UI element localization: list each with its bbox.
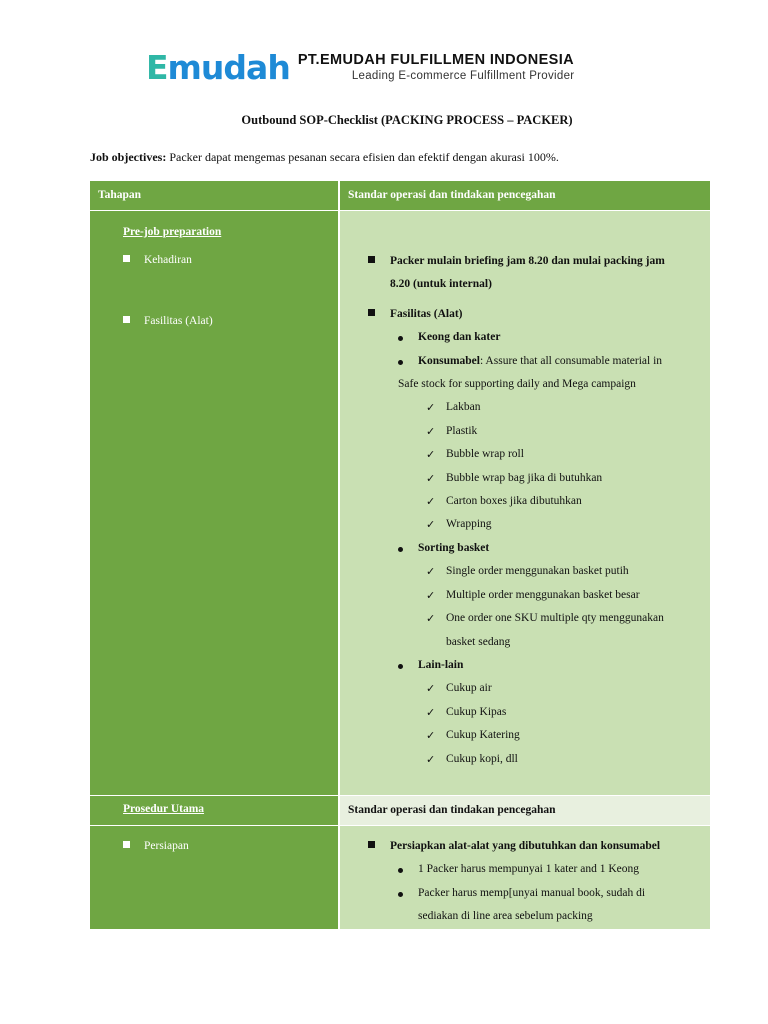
- square-bullet-icon: [368, 256, 375, 263]
- briefing-item: Packer mulain briefing jam 8.20 dan mulai packing jam: [340, 250, 710, 273]
- check-icon: ✓: [426, 705, 436, 719]
- fasilitas-item: Fasilitas (Alat): [340, 303, 710, 326]
- dot-bullet-icon: [398, 892, 403, 897]
- check-icon: ✓: [426, 424, 436, 438]
- sop-table: [90, 181, 710, 929]
- company-info: [298, 52, 575, 82]
- prosedur-header-cell: Standar operasi dan tindakan pencegahan: [339, 796, 710, 825]
- dot-bullet-icon: [398, 336, 403, 341]
- check-icon: ✓: [426, 729, 436, 743]
- persiapkan-item: Persiapkan alat-alat yang dibutuhkan dan konsumabel: [340, 835, 710, 858]
- list-item: ✓ Bubble wrap bag jika di butuhkan: [340, 467, 710, 490]
- prosedur-right: Persiapkan alat-alat yang dibutuhkan dan konsumabel 1 Packer harus mempunyai 1 kater and 1 Keong Packer harus memp[unyai manual book, sudah di sediakan di line area sebelum packing: [339, 826, 710, 929]
- square-bullet-icon: [123, 316, 130, 323]
- check-icon: ✓: [426, 588, 436, 602]
- list-item: ✓ Carton boxes jika dibutuhkan: [340, 490, 710, 513]
- header-standar: Standar operasi dan tindakan pencegahan: [339, 181, 710, 210]
- item-persiapan: Persiapan: [90, 826, 338, 858]
- sorting-item: Sorting basket: [340, 537, 710, 560]
- dot-bullet-icon: [398, 664, 403, 669]
- job-objectives: [90, 150, 559, 165]
- prosedur-left: [90, 826, 339, 929]
- section-prosedur-header-row: [90, 796, 710, 825]
- prejob-title: Pre-job preparation: [123, 226, 222, 238]
- square-bullet-icon: [368, 309, 375, 316]
- prejob-right: Packer mulain briefing jam 8.20 dan mulai packing jam 8.20 (untuk internal) Fasilitas (Alat) Keong dan kater Konsumabel: Assure that all consumable material in Safe stock for supporting daily and Mega campaign ✓ Lakban ✓ Plastik ✓ Bubble wrap roll ✓ Bubble wrap bag jika di butuhkan ✓ Carton boxes jika dibutuhkan ✓ Wrapping Sorting basket ✓ Single order menggunakan basket putih ✓ Multiple order menggunakan basket besar ✓ One order one SKU multiple qty menggunakan basket sedang Lain-lain ✓ Cukup air ✓ Cukup Kipas ✓ Cukup Katering ✓ Cukup kopi, dll: [339, 211, 710, 795]
- list-item: Packer harus memp[unyai manual book, sudah di: [340, 882, 710, 905]
- list-item: ✓ Cukup Katering: [340, 724, 710, 747]
- company-tagline: Leading E-commerce Fulfillment Provider: [351, 70, 575, 82]
- header-tahapan: Tahapan: [90, 181, 339, 210]
- check-icon: ✓: [426, 752, 436, 766]
- list-item: ✓ One order one SKU multiple qty menggunakan: [340, 607, 710, 630]
- dot-bullet-icon: [398, 360, 403, 365]
- objective-label: Job objectives:: [90, 150, 167, 164]
- item-fasilitas: Fasilitas (Alat): [123, 310, 338, 333]
- lain-item: Lain-lain: [340, 654, 710, 677]
- list-item: ✓ Cukup Kipas: [340, 701, 710, 724]
- list-item: ✓ Wrapping: [340, 513, 710, 536]
- list-item: 1 Packer harus mempunyai 1 kater and 1 Keong: [340, 858, 710, 881]
- prosedur-title: Prosedur Utama: [123, 803, 205, 815]
- section-prejob-row: [90, 211, 710, 795]
- table-header-row: [90, 181, 710, 210]
- square-bullet-icon: [368, 841, 375, 848]
- dot-bullet-icon: [398, 547, 403, 552]
- list-item: ✓ Cukup kopi, dll: [340, 748, 710, 771]
- letterhead: [146, 48, 574, 88]
- check-icon: ✓: [426, 565, 436, 579]
- list-item: ✓ Single order menggunakan basket putih: [340, 560, 710, 583]
- company-name: PT.EMUDAH FULFILLMEN INDONESIA: [297, 52, 575, 68]
- check-icon: ✓: [426, 471, 436, 485]
- prosedur-title-cell: [90, 796, 339, 825]
- keong-item: Keong dan kater: [340, 326, 710, 349]
- square-bullet-icon: [123, 255, 130, 262]
- check-icon: ✓: [426, 448, 436, 462]
- objective-text: Packer dapat mengemas pesanan secara efisien dan efektif dengan akurasi 100%.: [166, 150, 559, 164]
- list-item: ✓ Bubble wrap roll: [340, 443, 710, 466]
- list-item: ✓ Plastik: [340, 420, 710, 443]
- check-icon: ✓: [426, 612, 436, 626]
- item-kehadiran: Kehadiran: [123, 249, 338, 272]
- section-prosedur-row: [90, 826, 710, 929]
- document-title: Outbound SOP-Checklist (PACKING PROCESS – PACKER): [241, 113, 573, 127]
- list-item: ✓ Lakban: [340, 396, 710, 419]
- check-icon: ✓: [426, 495, 436, 509]
- list-item: ✓ Multiple order menggunakan basket besar: [340, 584, 710, 607]
- emudah-logo: Emudah: [146, 48, 290, 87]
- check-icon: ✓: [426, 518, 436, 532]
- check-icon: ✓: [426, 682, 436, 696]
- list-item: ✓ Cukup air: [340, 677, 710, 700]
- square-bullet-icon: [123, 841, 130, 848]
- check-icon: ✓: [426, 401, 436, 415]
- konsumabel-item: Konsumabel: Assure that all consumable material in: [340, 350, 710, 373]
- prejob-left: [90, 211, 339, 795]
- dot-bullet-icon: [398, 868, 403, 873]
